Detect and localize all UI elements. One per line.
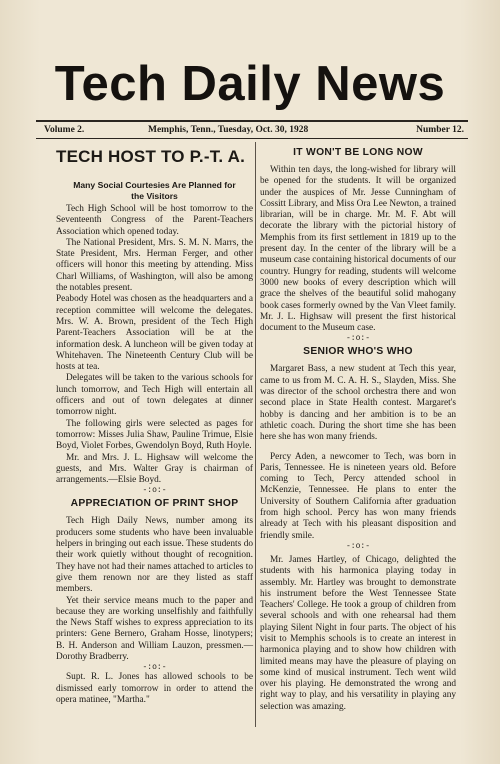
article-paragraph: Mr. James Hartley, of Chicago, delighted the students with his harmonica playing today in assembly. Mr. Hartley was brought to demonstrate his instrument before the West Tennessee State Teachers' College. He took a group of children from several schools and with one rehearsal had them playing Silent Night in four parts. The object of his visit to Memphis schools is to create an interest in harmonica playing and to show how children with limited means may have the pleasure of playing on some kind of musical instrument. Tech went wild over his playing. He demonstrated the wrong and right way to play, and his versatility in playing any selection was amazing. [260,554,456,712]
dateline [44,122,464,138]
left-column [56,142,253,706]
article-paragraph: The National President, Mrs. S. M. N. Marrs, the State President, Mrs. Herman Ferger, and other officers will honor this meeting by attending. Miss Charl Williams, of Washington, will also be among the notables present. [56,237,253,294]
masthead-rule-bottom [36,138,468,139]
article-paragraph: Delegates will be taken to the various schools for lunch tomorrow, and Tech High will entertain all officers and out of town delegates at dinner tomorrow night. [56,373,253,418]
article-paragraph: Within ten days, the long-wished for library will be opened for the students. It will be organized under the auspices of Mr. Jesse Cunningham of Cossitt Library, and Miss Ora Lee Newton, a trained librarian, will be in charge. Mr. M. F. Abt will decorate the library with the pictorial history of Memphis from its first settlement in 1819 up to the present day. In the center of the library will be a museum case containing historical documents of our country. Hungry for reading, students will welcome 3000 new books of every description which will grace the shelves of the beautiful solid mahogany book cases formerly owned by the Van Vleet family. Mr. J. L. Highsaw will present the first historical document to the Museum case. [260,165,456,334]
headline-seniors: SENIOR WHO'S WHO [303,346,413,358]
section-separator: -:o:- [345,541,370,551]
headline-print-shop: APPRECIATION OF PRINT SHOP [70,498,239,510]
article-paragraph: Margaret Bass, a new student at Tech this year, came to us from M. C. A. H. S., Slayden, Miss. She was director of the school orchestra there and won second place in State Health contest. Margaret's hobby is dancing and her ambition is to be an athletic coach. During the short time she has been here she has won many friends. [260,364,456,443]
headline-library: IT WON'T BE LONG NOW [293,147,423,158]
article-paragraph: Tech High Daily News, number among its producers some students who have been invaluable helpers in bringing out each issue. These students do their work quietly without thought of recognition. They have not had their names attached to articles to give them renown nor are they listed as staff members. [56,516,253,595]
article-paragraph: Supt. R. L. Jones has allowed schools to be dismissed early tomorrow in order to attend the opera matinee, "Martha." [56,672,253,705]
section-separator: -:o:- [142,663,167,673]
article-paragraph: The following girls were selected as pages for tomorrow: Misses Julia Shaw, Pauline Trimue, Elsie Boyd, Violet Forbes, Gwendolyn Boyd, Ruth Hoyle. [56,418,253,452]
article-paragraph: Yet their service means much to the paper and because they are working unselfishly and faithfully the News Staff wishes to express appreciation to its printers: Gene Bernero, Graham Hosse, linotypers; B. H. Anderson and William Lauzon, pressmen.—Dorothy Bradberry. [56,595,253,662]
subhead-line-1: Many Social Courtesies Are Planned for [73,180,236,190]
section-separator: -:o:- [142,486,167,496]
subhead-pta [56,180,253,202]
section-separator: -:o:- [345,334,370,344]
article-paragraph: Peabody Hotel was chosen as the headquarters and a reception committee will welcome the delegates. Mrs. W. A. Brown, president of the Tech High Parent-Teachers Association will be at the information desk. A luncheon will be given today at Whitehaven. The Nineteenth Century Club will be hosts at tea. [56,294,253,373]
article-paragraph: Percy Aden, a newcomer to Tech, was born in Paris, Tennessee. He is nineteen years old. Before coming to Tech, Percy attended school in McKenzie, Tennessee. He plans to enter the University of Southern California after graduation from high school. Percy has won many friends already at Tech with his pleasant disposition and friendly smile. [260,451,456,541]
subhead-line-2: the Visitors [131,191,178,201]
column-divider [255,142,256,727]
right-column [260,142,456,713]
article-paragraph: Tech High School will be host tomorrow to the Seventeenth Congress of the Parent-Teachers Association which opened today. [56,204,253,237]
masthead-title: Tech Daily News [54,57,446,111]
volume-label: Volume 2. [44,125,85,135]
issue-number: Number 12. [416,125,464,135]
article-paragraph: Mr. and Mrs. J. L. Highsaw will welcome the guests, and Mrs. Walter Gray is chairman of arrangements.—Elsie Boyd. [56,452,253,486]
headline-pta: TECH HOST TO P.-T. A. [56,147,246,166]
place-date: Memphis, Tenn., Tuesday, Oct. 30, 1928 [148,125,309,135]
